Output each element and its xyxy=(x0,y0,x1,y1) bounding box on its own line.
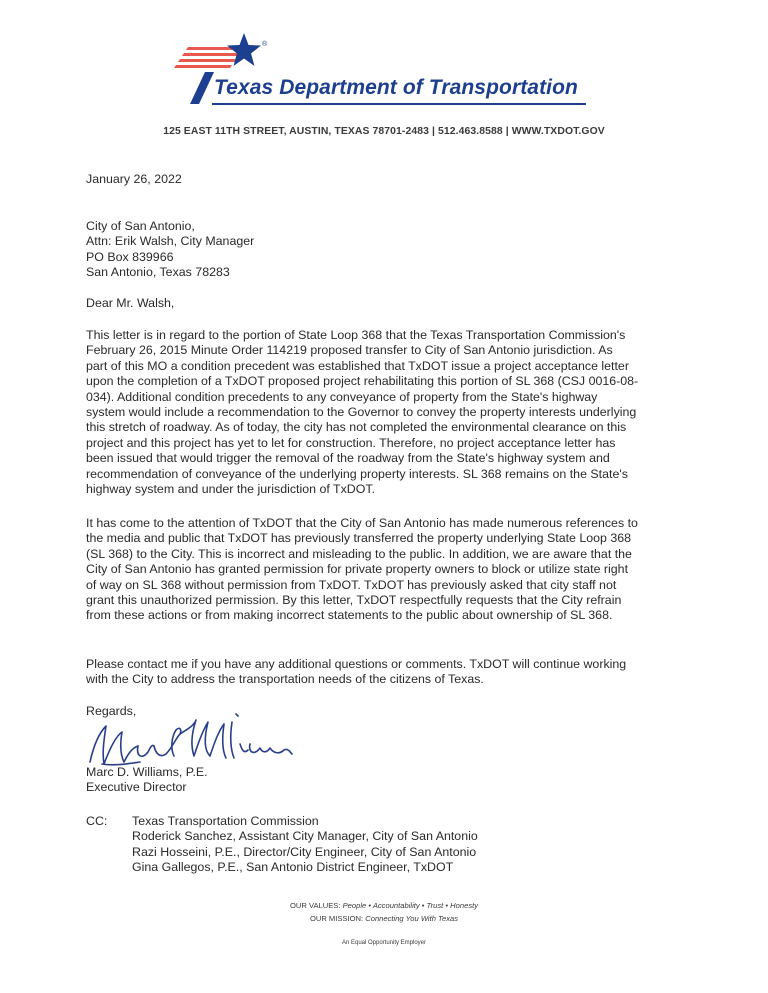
paragraph-line: project and this project has yet to let for construction. Therefore, no project acceptance letter has xyxy=(86,435,616,450)
footer-values xyxy=(0,901,768,910)
paragraph-line: system would include a recommendation to the Governor to convey the property interests underlying xyxy=(86,405,637,420)
paragraph-line: this stretch of roadway. As of today, the city has not completed the environmental clearance on this xyxy=(86,420,627,435)
registered-mark: ® xyxy=(262,41,268,48)
cc-item: Razi Hosseini, P.E., Director/City Engineer, City of San Antonio xyxy=(132,844,477,859)
paragraph-3 xyxy=(86,657,682,688)
values-text: People • Accountability • Trust • Honesty xyxy=(342,901,479,910)
recipient-line: Attn: Erik Walsh, City Manager xyxy=(86,234,255,249)
paragraph-line: part of this MO a condition precedent was established that TxDOT issue a project acceptance letter xyxy=(86,358,629,373)
logo-bar xyxy=(190,72,214,104)
cc-label: CC: xyxy=(86,814,108,828)
recipient-line: City of San Antonio, xyxy=(86,219,195,233)
paragraph-line: It has come to the attention of TxDOT that the City of San Antonio has made numerous references to xyxy=(86,516,638,530)
mission-label: OUR MISSION: xyxy=(309,914,364,923)
paragraph-line: with the City to address the transportation needs of the citizens of Texas. xyxy=(86,672,484,687)
signer-block xyxy=(86,765,682,796)
paragraph-line: from these actions or from making incorrect statements to the public about ownership of SL 368. xyxy=(86,608,613,623)
letterhead-address: 125 EAST 11TH STREET, AUSTIN, TEXAS 78701-2483 | 512.463.8588 | WWW.TXDOT.GOV xyxy=(163,126,605,137)
recipient-line: San Antonio, Texas 78283 xyxy=(86,265,230,280)
mission-text: Connecting You With Texas xyxy=(365,914,459,923)
closing: Regards, xyxy=(86,704,137,718)
logo-stripes xyxy=(174,47,242,68)
cc-item: Texas Transportation Commission xyxy=(132,814,319,828)
footer-eoe: An Equal Opportunity Employer xyxy=(341,940,427,946)
paragraph-line: February 26, 2015 Minute Order 114219 proposed transfer to City of San Antonio jurisdiction. As xyxy=(86,343,613,358)
paragraph-line: This letter is in regard to the portion of State Loop 368 that the Texas Transportation Commission's xyxy=(86,328,626,342)
paragraph-line: upon the completion of a TxDOT proposed project rehabilitating this portion of SL 368 (CSJ 0016-08- xyxy=(86,374,639,389)
signer-title: Executive Director xyxy=(86,780,187,795)
values-label: OUR VALUES: xyxy=(289,901,341,910)
paragraph-line: recommendation of conveyance of the underlying property interests. SL 368 remains on the State's xyxy=(86,466,628,481)
paragraph-line: of way on SL 368 without permission from TxDOT. TxDOT has previously asked that city staff not xyxy=(86,577,617,592)
paragraph-line: the media and public that TxDOT has previously transferred the property underlying State Loop 368 xyxy=(86,531,632,546)
paragraph-line: highway system and under the jurisdiction of TxDOT. xyxy=(86,482,376,497)
paragraph-1 xyxy=(86,328,682,497)
paragraph-line: grant this unauthorized permission. By this letter, TxDOT respectfully requests that the City refrain xyxy=(86,593,622,608)
signer-name: Marc D. Williams, P.E. xyxy=(86,765,208,779)
letter-date: January 26, 2022 xyxy=(86,172,182,186)
paragraph-line: (SL 368) to the City. This is incorrect and misleading to the public. In addition, we are aware that the xyxy=(86,546,632,561)
recipient-block xyxy=(86,219,682,281)
recipient-line: PO Box 839966 xyxy=(86,249,174,264)
paragraph-line: City of San Antonio has granted permission for private property owners to block or utilize state right xyxy=(86,562,629,577)
cc-item: Gina Gallegos, P.E., San Antonio District Engineer, TxDOT xyxy=(132,860,454,875)
paragraph-2 xyxy=(86,516,682,624)
org-name: Texas Department of Transportation xyxy=(214,76,578,99)
footer-mission xyxy=(0,914,768,923)
salutation: Dear Mr. Walsh, xyxy=(86,296,175,310)
paragraph-line: 034). Additional condition precedents to any conveyance of property from the State's highway xyxy=(86,389,598,404)
letterhead-rule xyxy=(212,103,586,105)
cc-list xyxy=(132,814,478,876)
cc-item: Roderick Sanchez, Assistant City Manager, City of San Antonio xyxy=(132,829,478,844)
paragraph-line: been issued that would trigger the removal of the roadway from the State's highway system and xyxy=(86,451,610,466)
paragraph-line: Please contact me if you have any additional questions or comments. TxDOT will continue working xyxy=(86,657,627,671)
